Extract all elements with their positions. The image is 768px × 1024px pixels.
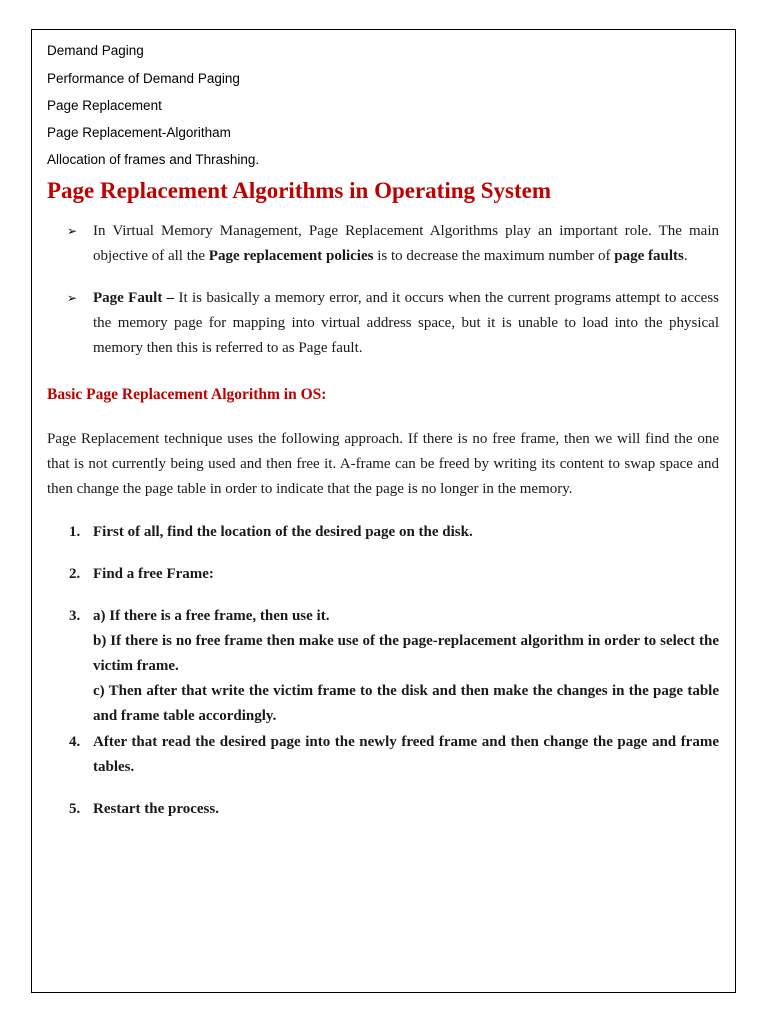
toc-item-algorithm: Page Replacement-Algoritham	[47, 125, 231, 140]
step-item	[47, 562, 719, 587]
page-border	[31, 29, 736, 993]
step-number: 3.	[69, 608, 81, 624]
section-heading: Basic Page Replacement Algorithm in OS:	[47, 386, 327, 403]
step-substep: a) If there is a free frame, then use it.	[93, 608, 330, 624]
step-text: After that read the desired page into the newly freed frame and then change the page and frame tables.	[93, 734, 719, 775]
toc-item-page-replacement: Page Replacement	[47, 98, 162, 113]
step-number: 4.	[69, 734, 81, 750]
bullet-item	[67, 286, 719, 361]
step-number: 5.	[69, 801, 81, 817]
bullet-text: In Virtual Memory Management, Page Replacement Algorithms play an important role. The main objective of all the Page replacement policies is to decrease the maximum number of page faults.	[93, 223, 719, 264]
bullet-item	[67, 219, 719, 269]
step-text: Restart the process.	[93, 801, 219, 817]
step-substep: c) Then after that write the victim frame to the disk and then make the changes in the page table and frame table accordingly.	[93, 683, 719, 724]
step-item	[47, 604, 719, 729]
step-item	[47, 797, 719, 822]
arrow-bullet-icon: ➢	[67, 224, 78, 238]
step-substep: b) If there is no free frame then make use of the page-replacement algorithm in order to select the victim frame.	[93, 633, 719, 674]
body-paragraph: Page Replacement technique uses the following approach. If there is no free frame, then we will find the one that is not currently being used and then free it. A-frame can be freed by writing its content to swap space and then change the page table in order to indicate that the page is no longer in the memory.	[47, 431, 719, 497]
toc-item-allocation: Allocation of frames and Thrashing.	[47, 152, 260, 167]
step-text: Find a free Frame:	[93, 566, 214, 582]
step-number: 2.	[69, 566, 81, 582]
step-text	[93, 604, 719, 729]
step-item	[47, 730, 719, 780]
step-number: 1.	[69, 524, 81, 540]
bullet-text: Page Fault – It is basically a memory error, and it occurs when the current programs attempt to access the memory page for mapping into virtual address space, but it is unable to load into the physical memory then this is referred to as Page fault.	[93, 290, 719, 356]
step-text: First of all, find the location of the desired page on the disk.	[93, 524, 473, 540]
page-title: Page Replacement Algorithms in Operating System	[47, 178, 552, 203]
toc-item-demand-paging: Demand Paging	[47, 43, 144, 58]
toc-item-performance: Performance of Demand Paging	[47, 71, 240, 86]
arrow-bullet-icon: ➢	[67, 291, 78, 305]
step-item	[47, 520, 719, 545]
